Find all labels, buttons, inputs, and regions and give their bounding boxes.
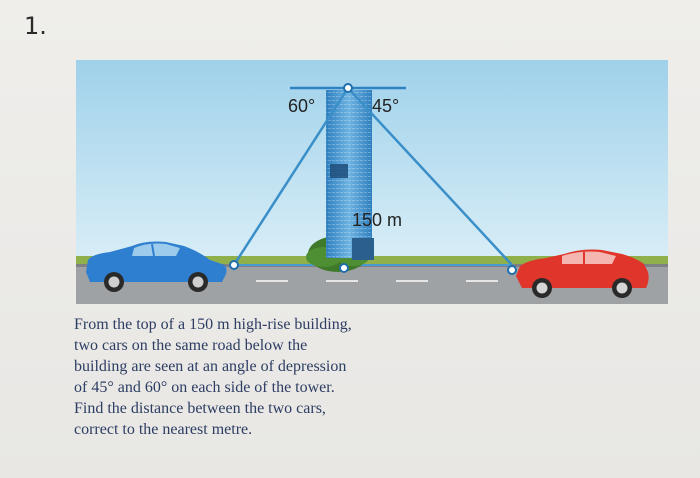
diagram-svg — [76, 60, 668, 305]
question-number: 1. — [24, 12, 47, 40]
angle-of-depression-diagram — [76, 60, 668, 305]
left-car-point — [230, 261, 238, 269]
angle-label-left: 60° — [288, 96, 316, 116]
problem-text — [74, 314, 434, 440]
tower-base-point — [340, 264, 348, 272]
right-car-point — [508, 266, 516, 274]
tower — [326, 90, 374, 260]
tower-top-point — [344, 84, 352, 92]
problem-line: building are seen at an angle of depression — [74, 358, 347, 375]
problem-line: From the top of a 150 m high-rise building, — [74, 316, 352, 333]
problem-line: correct to the nearest metre. — [74, 421, 253, 438]
height-label: 150 m — [352, 210, 403, 230]
problem-line: Find the distance between the two cars, — [74, 400, 326, 417]
angle-label-right: 45° — [372, 96, 400, 116]
problem-line: of 45° and 60° on each side of the tower. — [74, 379, 335, 396]
problem-line: two cars on the same road below the — [74, 337, 308, 354]
